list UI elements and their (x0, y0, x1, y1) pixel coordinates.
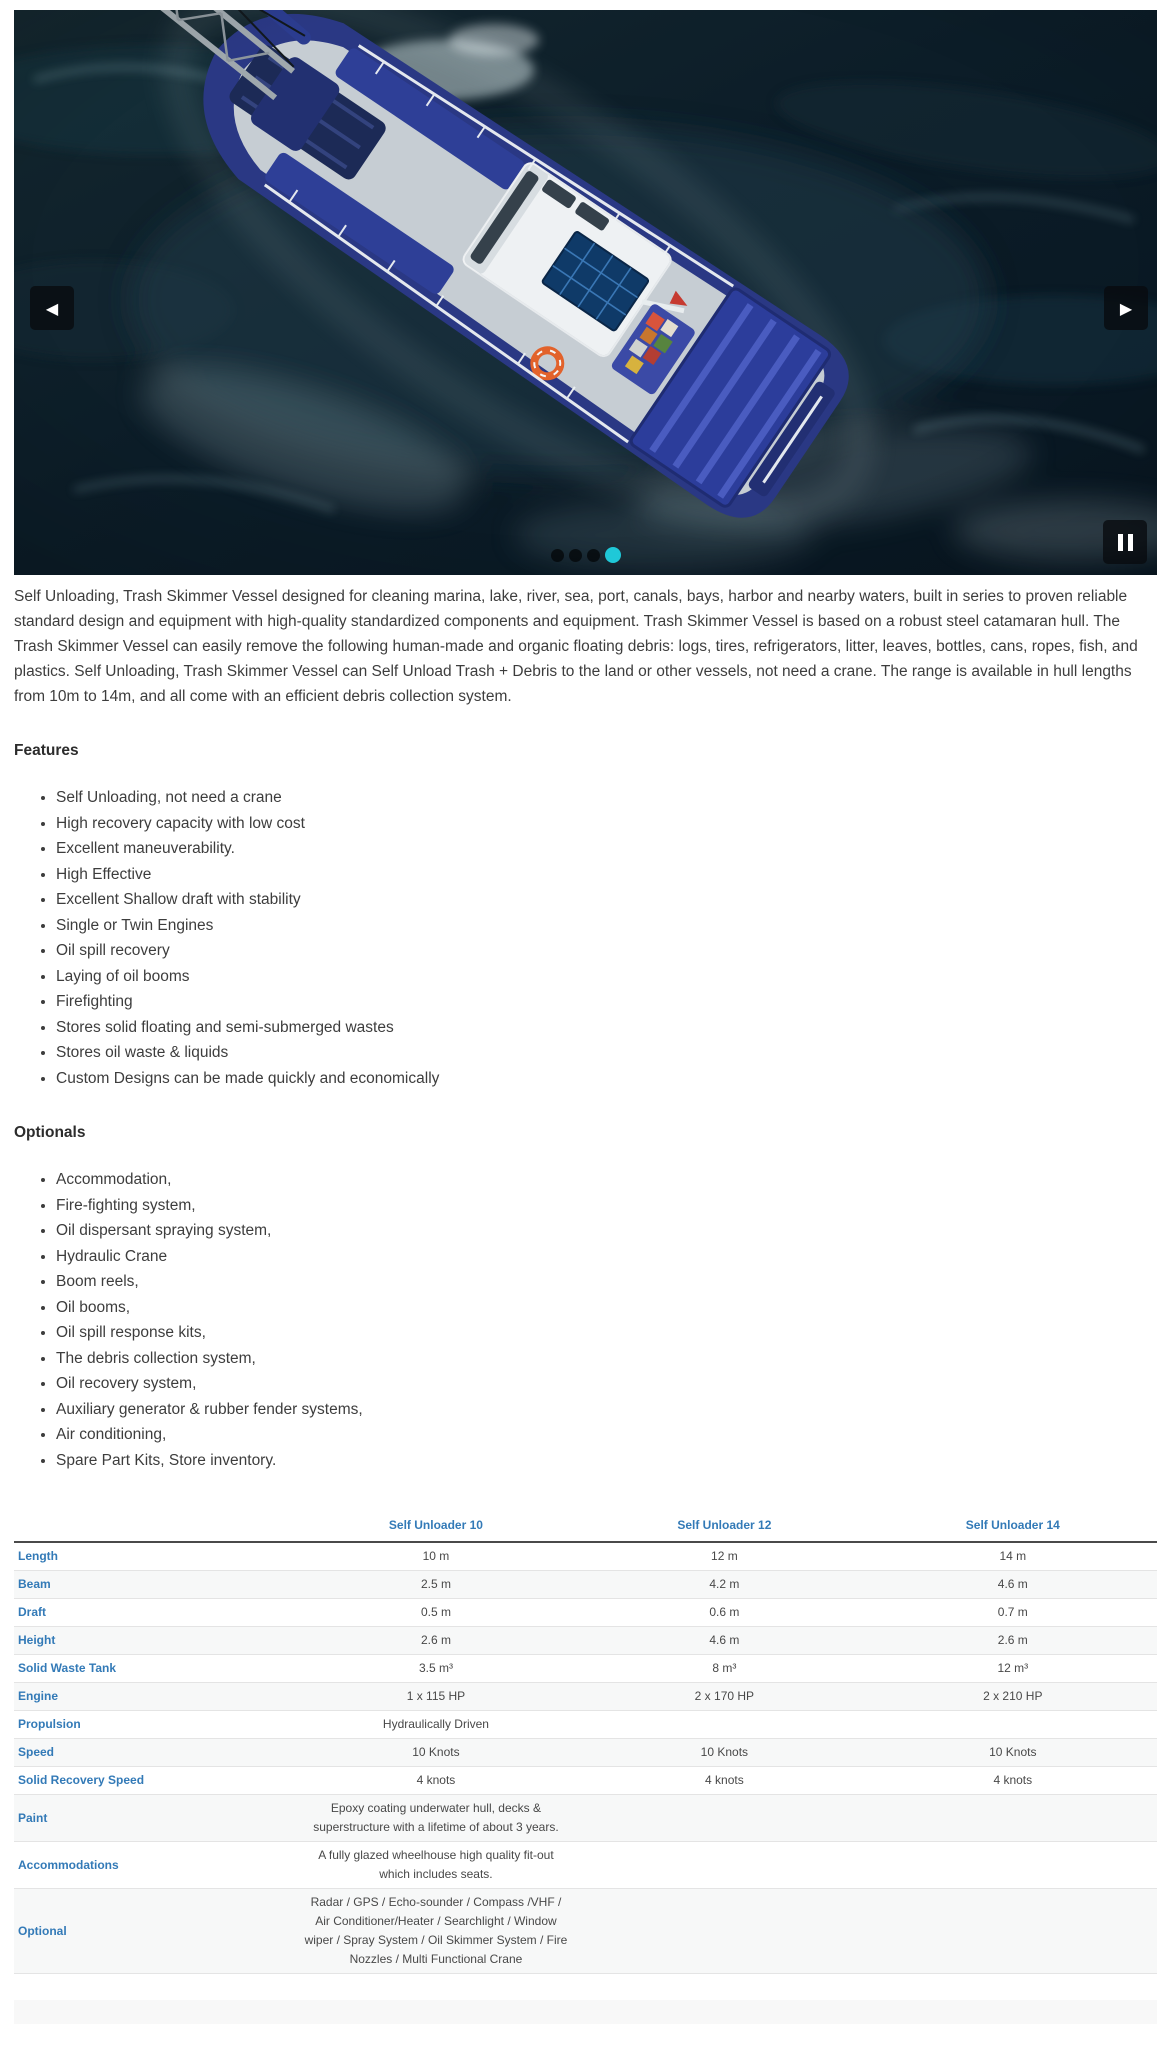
spec-value: 4 knots (416, 1773, 456, 1787)
spec-value: 2 x 210 HP (983, 1689, 1043, 1703)
column-header: Self Unloader 12 (580, 1513, 868, 1542)
table-row (14, 1842, 1157, 1889)
spec-value: 12 m (711, 1549, 738, 1563)
spec-value: A fully glazed wheelhouse high quality fit-out which includes seats. (318, 1848, 554, 1881)
list-item: • Hydraulic Crane (56, 1244, 1157, 1270)
list-item: • Spare Part Kits, Store inventory. (56, 1448, 1157, 1474)
carousel-dot[interactable] (551, 549, 564, 562)
column-header: Self Unloader 14 (869, 1513, 1157, 1542)
table-row (14, 1655, 1157, 1683)
row-label: Height (18, 1633, 56, 1647)
list-item: • Oil spill response kits, (56, 1320, 1157, 1346)
spec-value (580, 1795, 868, 1842)
spec-value: 10 Knots (700, 1745, 749, 1759)
spec-value (580, 1889, 868, 1974)
carousel-dot[interactable] (587, 549, 600, 562)
carousel-dot-active[interactable] (605, 547, 621, 563)
product-page (14, 10, 1157, 2042)
list-item: • Fire-fighting system, (56, 1193, 1157, 1219)
optionals-list (14, 1167, 1157, 1473)
spec-value (869, 1842, 1157, 1889)
list-item: • Oil dispersant spraying system, (56, 1218, 1157, 1244)
list-item: • Stores oil waste & liquids (56, 1040, 1157, 1066)
list-item: • Custom Designs can be made quickly and economically (56, 1066, 1157, 1092)
optionals-heading: Optionals (14, 1124, 86, 1141)
table-row (14, 1767, 1157, 1795)
row-label: Draft (18, 1605, 47, 1619)
carousel-dots (14, 547, 1157, 563)
chevron-right-icon: ▶ (1119, 298, 1133, 318)
spec-table (14, 1513, 1157, 1974)
list-item: • Excellent maneuverability. (56, 836, 1157, 862)
row-label: Solid Recovery Speed (18, 1773, 145, 1787)
spec-value: 4.2 m (709, 1577, 740, 1591)
list-item: • Auxiliary generator & rubber fender systems, (56, 1397, 1157, 1423)
spec-value: 4 knots (705, 1773, 744, 1787)
table-row (14, 1795, 1157, 1842)
features-heading: Features (14, 742, 79, 759)
spec-value: 4 knots (993, 1773, 1033, 1787)
spec-value: 12 m³ (997, 1661, 1029, 1675)
list-item: • Self Unloading, not need a crane (56, 785, 1157, 811)
carousel-prev-button[interactable] (30, 286, 74, 330)
spec-table-body (14, 1542, 1157, 1974)
table-row (14, 1542, 1157, 1571)
vessel-photo (14, 10, 1157, 575)
spec-value: 10 Knots (412, 1745, 460, 1759)
spec-value: 10 Knots (989, 1745, 1037, 1759)
table-row (14, 1711, 1157, 1739)
column-header (14, 1513, 292, 1542)
bottom-spacer (14, 2024, 1157, 2042)
row-label: Speed (18, 1745, 55, 1759)
spec-value: 2.6 m (997, 1633, 1028, 1647)
row-label: Paint (18, 1810, 48, 1825)
column-header: Self Unloader 10 (292, 1513, 580, 1542)
spec-value: 2 x 170 HP (694, 1689, 755, 1703)
vessel-photo-carousel (14, 10, 1157, 575)
carousel-next-button[interactable] (1104, 286, 1148, 330)
list-item: • Air conditioning, (56, 1422, 1157, 1448)
list-item: • Oil recovery system, (56, 1371, 1157, 1397)
spec-value: 4.6 m (997, 1577, 1028, 1591)
table-row (14, 1739, 1157, 1767)
list-item: • The debris collection system, (56, 1346, 1157, 1372)
list-item: • Firefighting (56, 989, 1157, 1015)
table-row (14, 1683, 1157, 1711)
list-item: • High recovery capacity with low cost (56, 811, 1157, 837)
spec-value: 2.5 m (420, 1577, 451, 1591)
row-label: Engine (18, 1689, 59, 1703)
row-label: Length (18, 1549, 58, 1563)
list-item: • Stores solid floating and semi-submerged wastes (56, 1015, 1157, 1041)
list-item: • Oil booms, (56, 1295, 1157, 1321)
spec-value: 14 m (999, 1549, 1027, 1563)
list-item: • Single or Twin Engines (56, 913, 1157, 939)
features-list (14, 785, 1157, 1091)
spec-value: 10 m (422, 1549, 450, 1563)
carousel-dot[interactable] (569, 549, 582, 562)
list-item: • Laying of oil booms (56, 964, 1157, 990)
row-label: Beam (18, 1577, 51, 1591)
spec-value: Epoxy coating underwater hull, decks & superstructure with a lifetime of about 3 years. (313, 1801, 559, 1834)
list-item: • Oil spill recovery (56, 938, 1157, 964)
footer-bar (14, 2000, 1157, 2024)
row-label: Propulsion (18, 1717, 81, 1731)
table-row (14, 1571, 1157, 1599)
spec-value: 2.6 m (420, 1633, 451, 1647)
row-label: Solid Waste Tank (18, 1661, 117, 1675)
row-label: Optional (18, 1923, 67, 1938)
list-item: • Excellent Shallow draft with stability (56, 887, 1157, 913)
spec-value (580, 1711, 868, 1739)
spec-value: Hydraulically Driven (382, 1717, 489, 1731)
spec-value (580, 1842, 868, 1889)
table-row (14, 1889, 1157, 1974)
list-item: • Boom reels, (56, 1269, 1157, 1295)
spec-table-head-row (14, 1513, 1157, 1542)
product-description: Self Unloading, Trash Skimmer Vessel designed for cleaning marina, lake, river, sea, port, canals, bays, harbor and nearby waters, built in series to proven reliable standard design and equipment with high-quality standardized components and equipment. Trash Skimmer Vessel is based on a robust steel catamaran hull. The Trash Skimmer Vessel can easily remove the following human-made and organic floating debris: logs, tires, refrigerators, litter, leaves, bottles, cans, ropes, fish, and plastics. Self Unloading, Trash Skimmer Vessel can Self Unload Trash + Debris to the land or other vessels, not need a crane. The range is available in hull lengths from 10m to 14m, and all come with an efficient debris collection system. (14, 588, 1138, 705)
table-row (14, 1627, 1157, 1655)
row-label: Accommodations (18, 1857, 119, 1872)
spec-value: 0.7 m (997, 1605, 1028, 1619)
spec-value: 0.6 m (709, 1605, 740, 1619)
spec-value (869, 1795, 1157, 1842)
list-item: • High Effective (56, 862, 1157, 888)
spec-value: 4.6 m (709, 1633, 740, 1647)
spec-value (869, 1711, 1157, 1739)
spec-value: 1 x 115 HP (406, 1689, 466, 1703)
spec-value: 8 m³ (712, 1661, 737, 1675)
chevron-left-icon: ◀ (45, 298, 59, 318)
table-row (14, 1599, 1157, 1627)
spec-value (869, 1889, 1157, 1974)
spec-value: Radar / GPS / Echo-sounder / Compass /VHF / Air Conditioner/Heater / Searchlight / Window wiper / Spray System / Oil Skimmer System / Fire Nozzles / Multi Functional Crane (304, 1895, 568, 1966)
spec-value: 0.5 m (420, 1605, 451, 1619)
spec-value: 3.5 m³ (418, 1661, 453, 1675)
list-item: • Accommodation, (56, 1167, 1157, 1193)
